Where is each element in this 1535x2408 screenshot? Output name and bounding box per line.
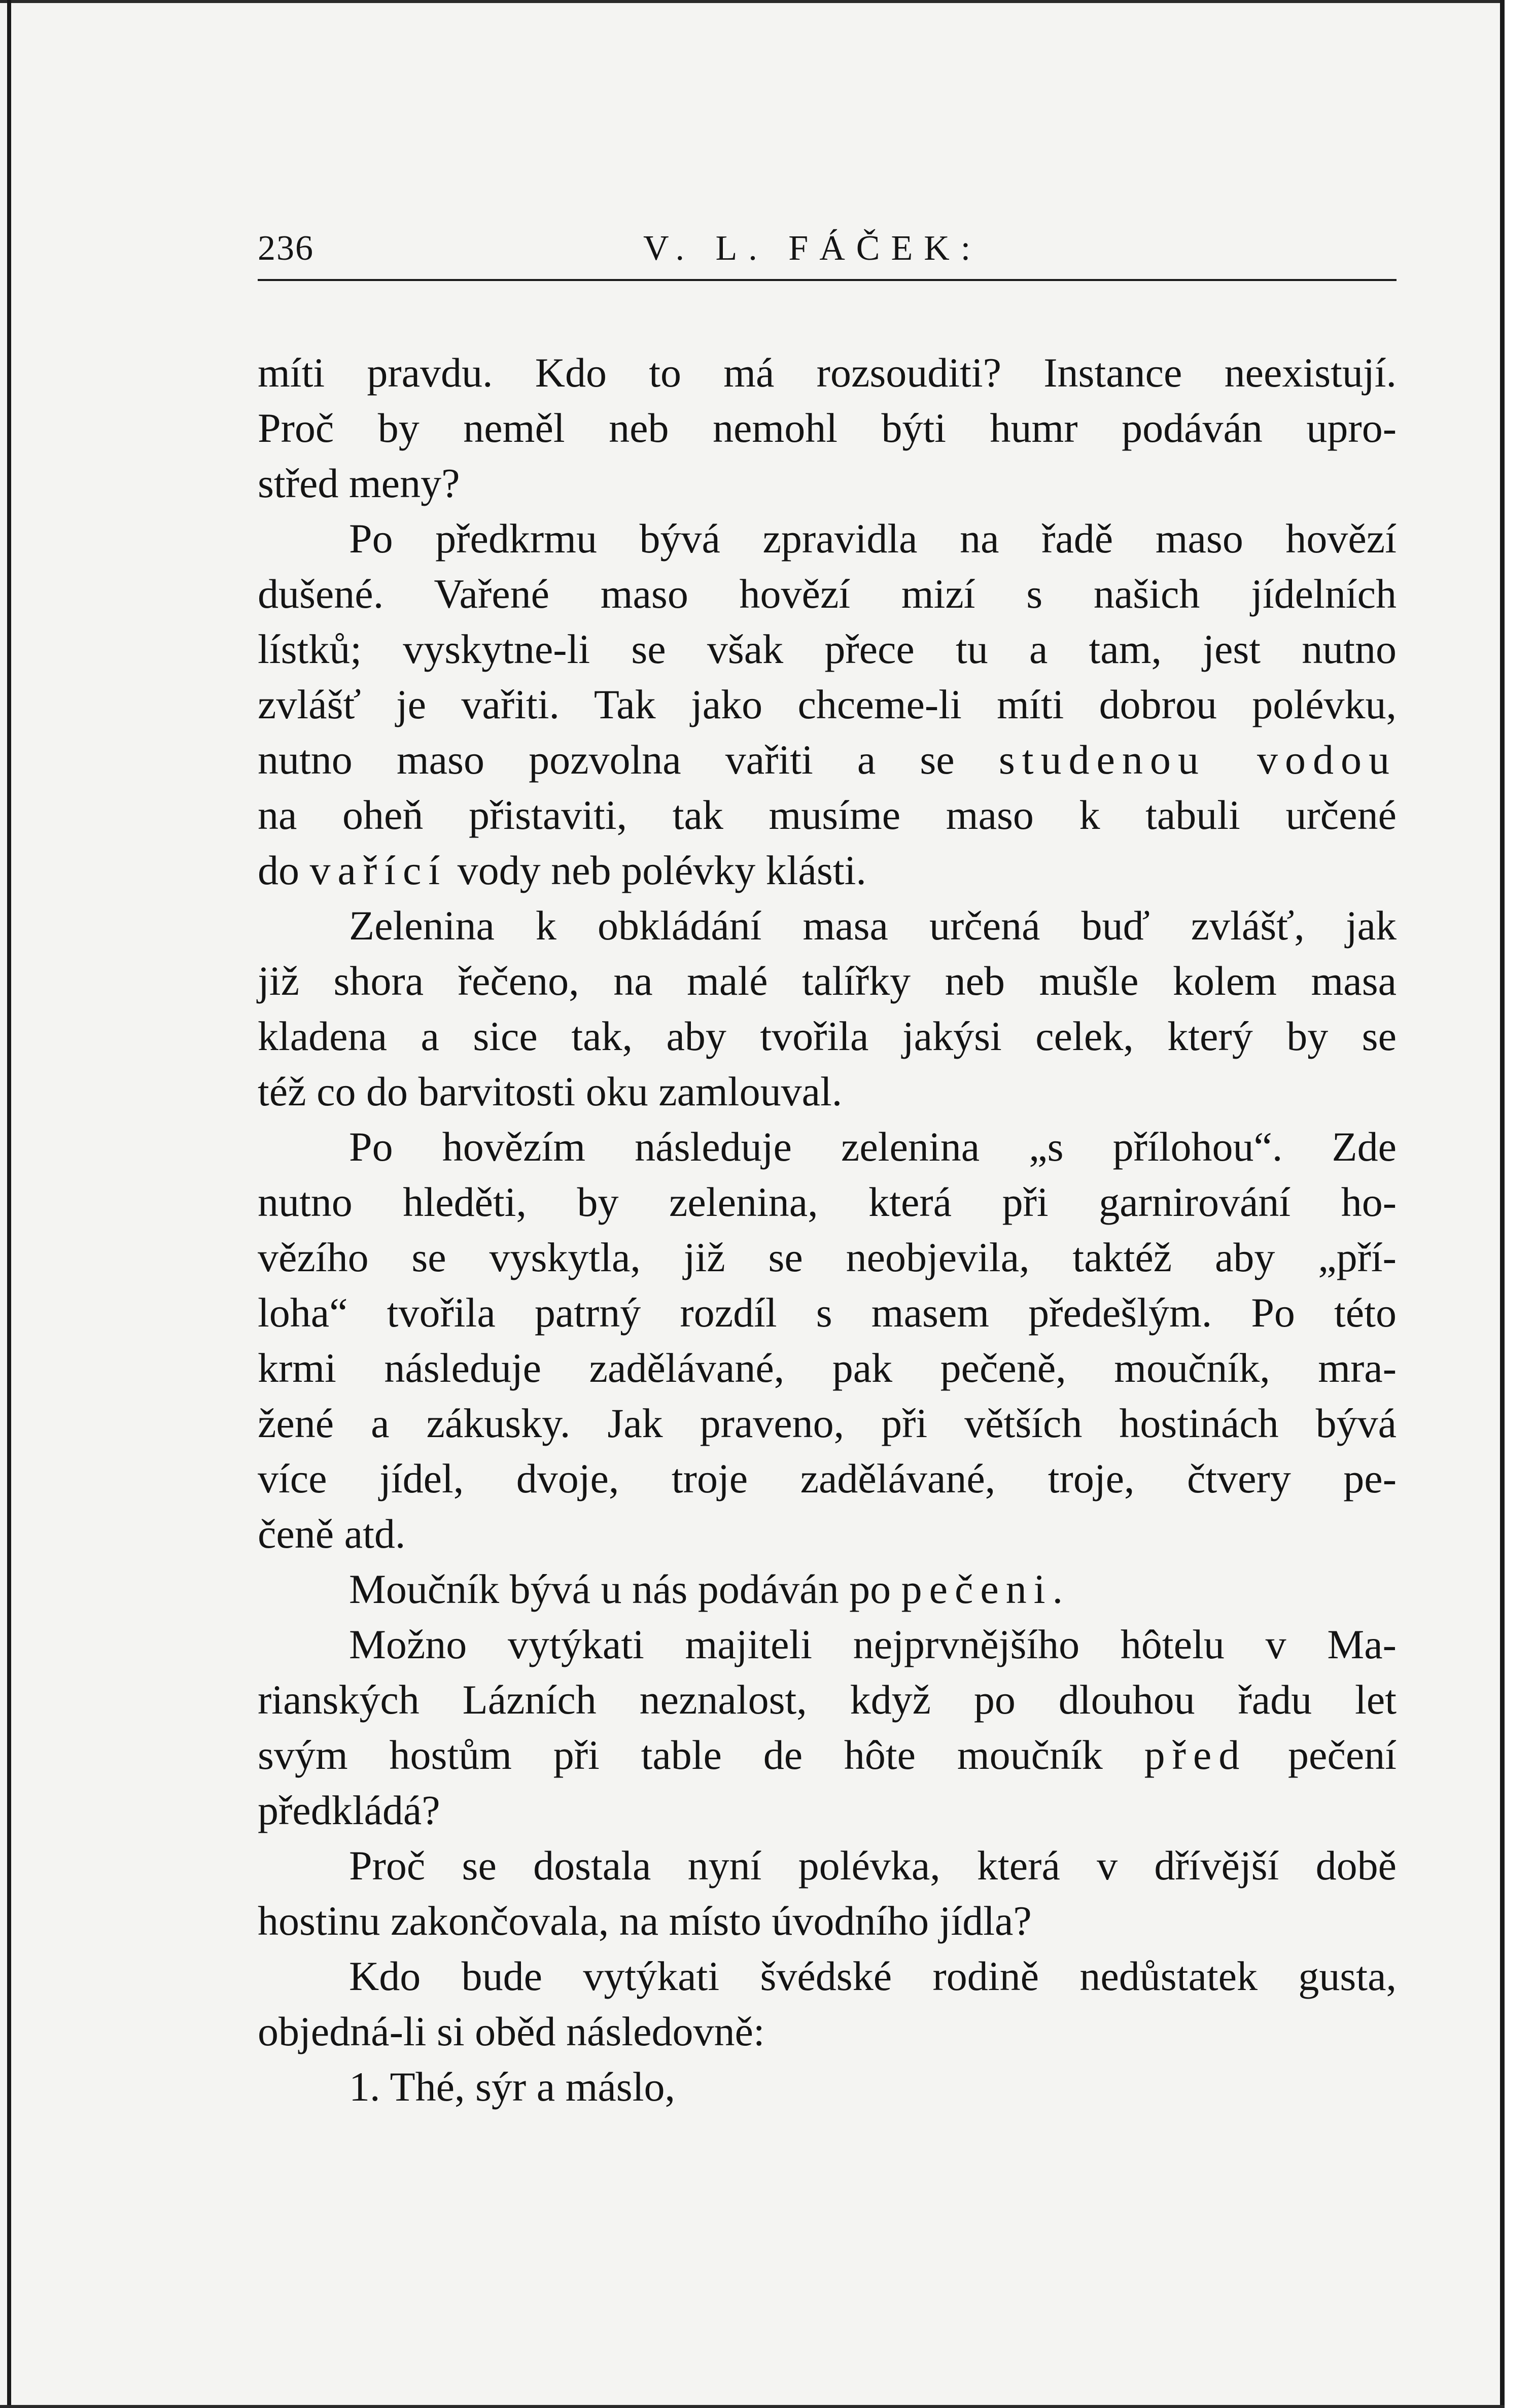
text-span: nutno maso pozvolna vařiti a se: [258, 737, 955, 783]
text-line: Možno vytýkati majiteli nejprvnějšího hôtelu v Ma-: [349, 1621, 1397, 1667]
page-number: 236: [258, 229, 314, 268]
text-span: svým hostům při table de hôte moučník: [258, 1732, 1103, 1778]
text-line: hostinu zakončovala, na místo úvodního jídla?: [258, 1898, 1032, 1944]
text-line: míti pravdu. Kdo to má rozsouditi? Instance neexistují.: [258, 350, 1397, 396]
text-line: čeně atd.: [258, 1511, 406, 1557]
text-line: Po hovězím následuje zelenina „s přílohou“. Zde: [349, 1124, 1397, 1170]
text-line: Zelenina k obkládání masa určená buď zvlášť, jak: [349, 902, 1397, 949]
text-line: na oheň přistaviti, tak musíme maso k tabuli určené: [258, 792, 1397, 838]
text-line: objedná-li si oběd následovně:: [258, 2008, 765, 2054]
emphasized-text: pečeni.: [901, 1566, 1070, 1612]
text-line: již shora řečeno, na malé talířky neb mušle kolem masa: [258, 958, 1397, 1004]
text-line: loha“ tvořila patrný rozdíl s masem předešlým. Po této: [258, 1289, 1397, 1336]
body-text: [258, 345, 1397, 2114]
text-line: [258, 732, 1397, 787]
text-span: Moučník bývá u nás podáván po: [349, 1566, 891, 1612]
text-line: Kdo bude vytýkati švédské rodině nedůstatek gusta,: [349, 1953, 1397, 1999]
text-line: kladena a sice tak, aby tvořila jakýsi celek, který by se: [258, 1013, 1397, 1059]
text-line: předkládá?: [258, 1787, 440, 1833]
text-line: více jídel, dvoje, troje zadělávané, troje, čtvery pe-: [258, 1455, 1397, 1502]
text-line: 1. Thé, sýr a máslo,: [349, 2064, 675, 2110]
text-line: žené a zákusky. Jak praveno, při větších hostinách bývá: [258, 1400, 1397, 1446]
text-line: též co do barvitosti oku zamlouval.: [258, 1068, 843, 1114]
text-line: krmi následuje zadělávané, pak pečeně, moučník, mra-: [258, 1345, 1397, 1391]
text-span: do: [258, 847, 299, 893]
text-line: rianských Lázních neznalost, když po dlouhou řadu let: [258, 1677, 1397, 1723]
text-line: nutno hleděti, by zelenina, která při garnirování ho-: [258, 1179, 1397, 1225]
page-bottom-edge: [0, 2405, 1505, 2408]
text-line: Po předkrmu bývá zpravidla na řadě maso hovězí: [349, 515, 1397, 562]
page-header: [258, 223, 1397, 281]
running-head: V. L. FÁČEK:: [643, 229, 982, 268]
page-left-edge: [7, 0, 11, 2408]
emphasized-text: před: [1144, 1732, 1247, 1778]
text-span: pečení: [1288, 1732, 1397, 1778]
text-line: Proč se dostala nyní polévka, která v dřívější době: [349, 1842, 1397, 1889]
text-line: lístků; vyskytne-li se však přece tu a tam, jest nutno: [258, 626, 1397, 672]
text-line: [258, 1727, 1397, 1783]
text-line: zvlášť je vařiti. Tak jako chceme-li míti dobrou polévku,: [258, 681, 1397, 727]
text-line: střed meny?: [258, 460, 460, 506]
text-line: [258, 843, 1397, 898]
page-right-edge: [1500, 0, 1505, 2408]
text-line: [258, 1561, 1397, 1617]
text-line: Proč by neměl neb nemohl býti humr podáván upro-: [258, 405, 1397, 451]
text-line: dušené. Vařené maso hovězí mizí s našich jídelních: [258, 571, 1397, 617]
page-top-edge: [0, 0, 1505, 3]
text-span: vody neb polévky klásti.: [457, 847, 866, 893]
emphasized-text: vařící: [309, 847, 447, 893]
text-line: vězího se vyskytla, již se neobjevila, taktéž aby „pří-: [258, 1234, 1397, 1280]
emphasized-text: studenou vodou: [998, 737, 1397, 783]
page-margin-right: [1505, 0, 1535, 2408]
